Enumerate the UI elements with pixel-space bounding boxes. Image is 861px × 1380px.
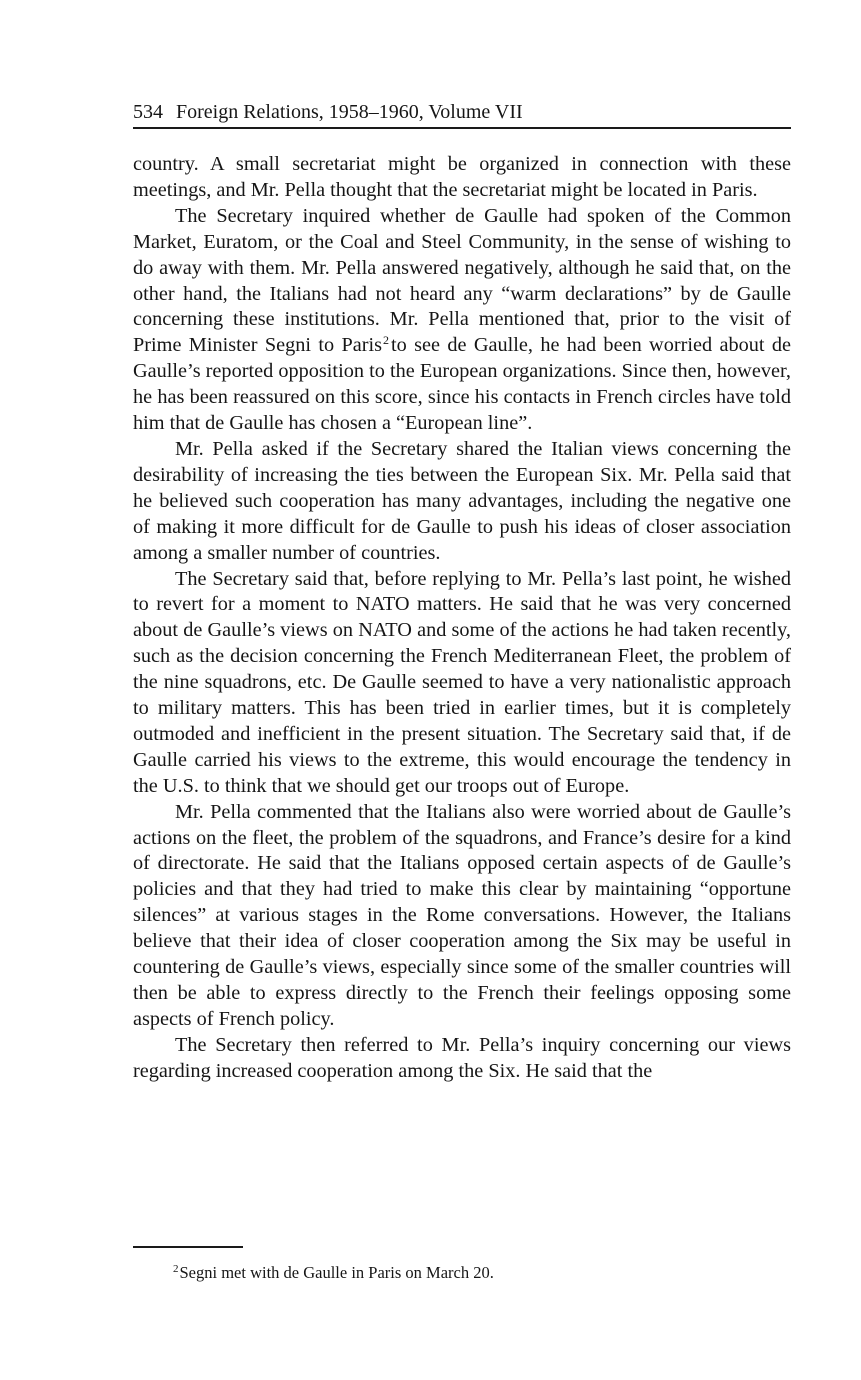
paragraph-5: Mr. Pella commented that the Italians also were worried about de Gaulle’s actions on the fleet, the problem of the squadrons, and France’s desire for a kind of directorate. He said that the Italians opposed certain aspects of de Gaulle’s policies and that they had tried to make this clear by maintaining “opportune silences” at various stages in the Rome conversations. However, the Italians believe that their idea of closer cooperation among the Six may be useful in countering de Gaulle’s views, especially since some of the smaller countries will then be able to express directly to the French their feelings opposing some aspects of French policy. — [133, 800, 791, 1030]
footnote — [173, 1262, 494, 1284]
page-number: 534 — [133, 101, 163, 123]
footnote-text: Segni met with de Gaulle in Paris on March 20. — [179, 1263, 494, 1282]
page — [133, 100, 791, 1085]
paragraph-3: Mr. Pella asked if the Secretary shared the Italian views concerning the desirability of increasing the ties between the European Six. Mr. Pella said that he believed such cooperation has many advantages, including the negative one of making it more difficult for de Gaulle to push his ideas of closer association among a smaller number of countries. — [133, 437, 791, 564]
paragraph-6: The Secretary then referred to Mr. Pella’s inquiry concerning our views regarding increased cooperation among the Six. He said that the — [133, 1033, 791, 1082]
paragraph-2-text-a: The Secretary inquired whether de Gaulle had spoken of the Common Market, Euratom, or the Coal and Steel Community, in the sense of wishing to do away with them. Mr. Pella answered negatively, although he said that, on the other hand, the Italians had not heard any “warm declarations” by de Gaulle concerning these institutions. Mr. Pella mentioned that, prior to the visit of Prime Minister Segni to Paris — [133, 204, 791, 357]
paragraph-2-text-b: to see de Gaulle, he had been worried about de Gaulle’s reported opposition to the European organizations. Since then, however, he has been reassured on this score, since his contacts in French circles have told him that de Gaulle has chosen a “European line”. — [133, 334, 791, 435]
paragraph-4: The Secretary said that, before replying to Mr. Pella’s last point, he wished to revert for a moment to NATO matters. He said that he was very concerned about de Gaulle’s views on NATO and some of the actions he had taken recently, such as the decision concerning the French Mediterranean Fleet, the problem of the nine squadrons, etc. De Gaulle seemed to have a very nationalistic approach to military matters. This has been tried in earlier times, but it is completely outmoded and inefficient in the present situation. The Secretary said that, if de Gaulle carried his views to the extreme, this would encourage the tendency in the U.S. to think that we should get our troops out of Europe. — [133, 567, 791, 797]
running-header — [133, 100, 791, 129]
footnote-divider — [133, 1246, 243, 1248]
body-text — [133, 152, 791, 1085]
footnote-marker: 2 — [173, 1263, 179, 1275]
series-title: Foreign Relations, 1958–1960, Volume VII — [176, 101, 523, 123]
paragraph-2 — [133, 204, 791, 437]
footnote-reference: 2 — [383, 333, 390, 348]
paragraph-1: country. A small secretariat might be organized in connection with these meetings, and Mr. Pella thought that the secretariat might be located in Paris. — [133, 153, 791, 201]
